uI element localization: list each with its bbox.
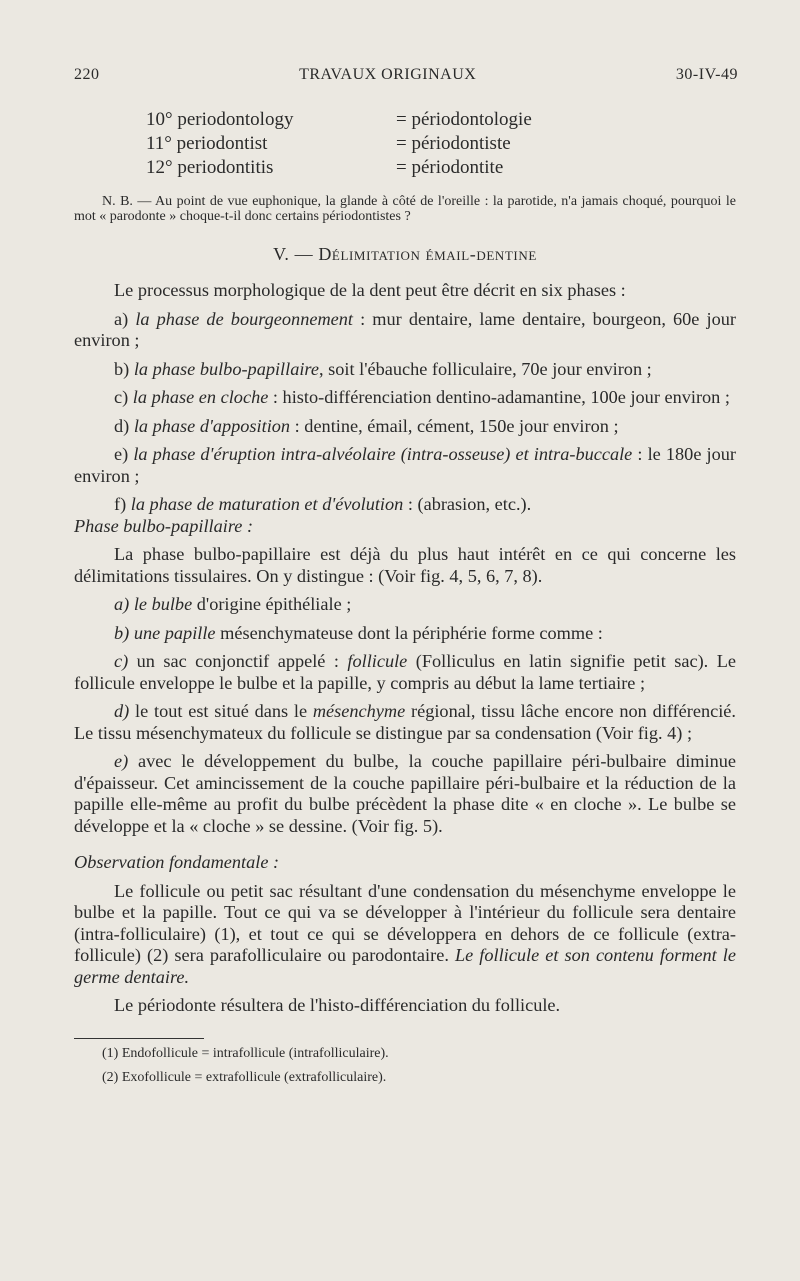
phase-name: la phase bulbo-papillaire — [133, 358, 319, 379]
term-row — [146, 108, 736, 132]
term-row — [146, 132, 736, 156]
phase-item — [74, 359, 736, 381]
phase-heading: Phase bulbo-papillaire : — [74, 515, 254, 536]
term-english: 11° periodontist — [146, 133, 268, 154]
running-title: TRAVAUX ORIGINAUX — [299, 66, 477, 83]
term-row — [146, 156, 736, 180]
phase-text: : le 180e jour environ ; — [74, 444, 736, 486]
observation-emphasis: Le follicule et son contenu forment le germe dentaire. — [74, 945, 736, 987]
phase-name: la phase d'éruption intra-alvéolaire (intra-osseuse) et intra-buccale — [133, 444, 633, 464]
page-number: 220 — [74, 66, 100, 83]
nb-note: N. B. — Au point de vue euphonique, la glande à côté de l'oreille : la parotide, n'a jamais choqué, pourquoi le mot « parodonte » choque-t-il donc certains périodontistes ? — [74, 194, 736, 224]
phase-item — [74, 494, 736, 516]
list-item — [74, 623, 736, 645]
term-french: = périodontologie — [396, 109, 532, 130]
observation-text: Le follicule ou petit sac résultant d'une condensation du mésenchyme enveloppe le bulbe et la papille. Tout ce qui va se développer à l'intérieur du follicule sera dentaire (intra-folliculaire) (1), et tout ce qui se développera en dehors de ce follicule (extra-follicule) (2) sera parafolliculaire ou parodontaire. — [74, 880, 736, 965]
phase-name: la phase de bourgeonnement — [135, 308, 353, 329]
phase-item — [74, 416, 736, 438]
item-text: (Folliculus en latin signifie petit sac). Le follicule enveloppe le bulbe et la papille, y compris au début la lame tertiaire ; — [74, 651, 736, 693]
item-label: e) — [114, 751, 129, 771]
closing-paragraph: Le périodonte résultera de l'histo-différenciation du follicule. — [114, 995, 561, 1015]
phase-text: : histo-différenciation dentino-adamantine, 100e jour environ ; — [268, 387, 730, 407]
item-text: régional, tissu lâche encore non différencié. Le tissu mésenchymateux du follicule se distingue par sa condensation (Voir fig. 4) ; — [74, 701, 736, 743]
observation-paragraph — [74, 881, 736, 989]
item-text: mésenchymateuse dont la périphérie forme comme : — [215, 622, 603, 643]
item-term: le bulbe — [133, 594, 193, 614]
phase-label: d) — [114, 415, 130, 436]
term-english: 12° periodontitis — [146, 157, 274, 178]
phase-label: a) — [114, 308, 129, 329]
footnote-divider — [74, 1038, 204, 1039]
phase-name: la phase en cloche — [132, 387, 269, 407]
phase-text: , soit l'ébauche folliculaire, 70e jour environ ; — [318, 358, 652, 379]
section-number: V. — — [273, 244, 314, 264]
footnote: (2) Exofollicule = extrafollicule (extrafolliculaire). — [102, 1069, 387, 1085]
page-body — [74, 108, 736, 1087]
intro-paragraph: Le processus morphologique de la dent peut être décrit en six phases : — [114, 280, 626, 300]
phase-text: : (abrasion, etc.). — [403, 494, 532, 514]
item-text: le tout est situé dans le — [129, 701, 313, 721]
phase-label: c) — [114, 387, 129, 407]
item-text: avec le développement du bulbe, la couche papillaire péri-bulbaire diminue d'épaisseur. Cet amincissement de la couche papillaire péri-bulbaire et la réduction de la papille elle-même au profit du bulbe précèdent la phase dite « en cloche ». Le bulbe se développe et la « cloche » se dessine. (Voir fig. 5). — [74, 751, 736, 836]
phase-intro: La phase bulbo-papillaire est déjà du plus haut intérêt en ce qui concerne les délimitations tissulaires. On y distingue : (Voir fig. 4, 5, 6, 7, 8). — [74, 544, 736, 586]
item-term: mésenchyme — [312, 701, 406, 721]
phase-item — [74, 309, 736, 352]
item-text: d'origine épithéliale ; — [192, 594, 352, 614]
phase-label: b) — [114, 358, 130, 379]
term-french: = périodontiste — [396, 133, 511, 154]
section-heading — [74, 244, 736, 265]
phase-text: : dentine, émail, cément, 150e jour environ ; — [290, 415, 619, 436]
item-label: c) — [114, 651, 129, 671]
section-title: Délimitation émail-dentine — [318, 244, 537, 264]
list-item — [74, 594, 736, 616]
item-term: une papille — [133, 622, 216, 643]
list-item — [74, 701, 736, 744]
term-french: = périodontite — [396, 157, 504, 178]
item-term: follicule — [347, 651, 408, 671]
phase-item — [74, 387, 736, 409]
footnote: (1) Endofollicule = intrafollicule (intrafolliculaire). — [102, 1045, 389, 1061]
list-item — [74, 751, 736, 837]
item-label: a) — [114, 594, 130, 614]
observation-heading: Observation fondamentale : — [74, 852, 280, 872]
phase-label: e) — [114, 444, 129, 464]
running-header — [74, 66, 738, 84]
phase-label: f) — [114, 494, 127, 514]
header-date: 30-IV-49 — [675, 66, 738, 83]
term-list — [146, 108, 736, 180]
term-english: 10° periodontology — [146, 109, 294, 130]
list-item — [74, 651, 736, 694]
item-text: un sac conjonctif appelé : — [128, 651, 348, 671]
item-label: d) — [114, 701, 130, 721]
phase-name: la phase de maturation et d'évolution — [130, 494, 404, 514]
phase-text: : mur dentaire, lame dentaire, bourgeon, 60e jour environ ; — [74, 308, 736, 350]
phase-item — [74, 444, 736, 487]
phase-name: la phase d'apposition — [133, 415, 291, 436]
item-label: b) — [114, 622, 130, 643]
